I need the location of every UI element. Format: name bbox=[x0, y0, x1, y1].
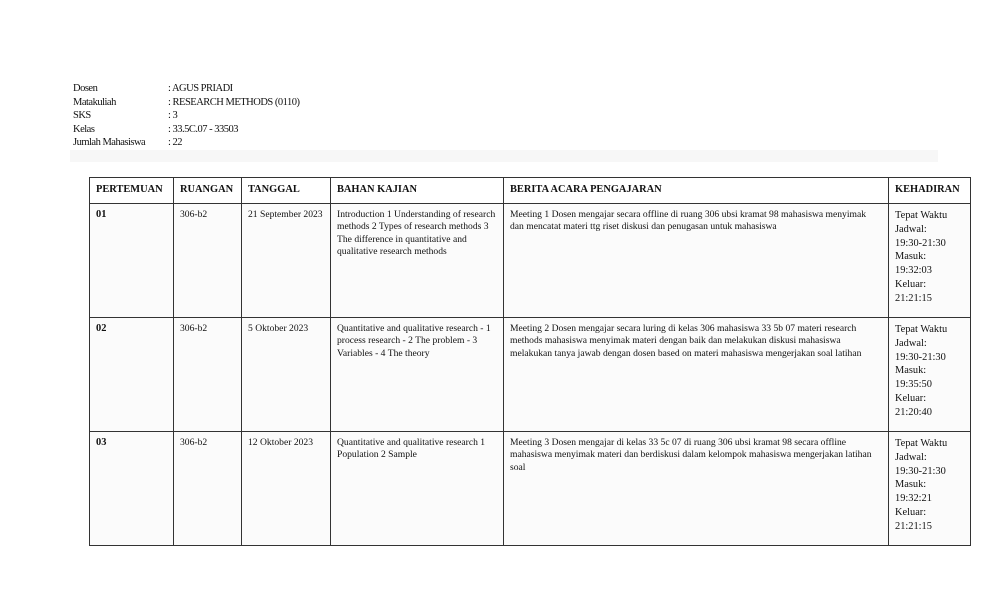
masuk-label: Masuk: bbox=[895, 251, 927, 263]
jadwal-label: Jadwal: bbox=[895, 337, 927, 349]
jadwal-value: 19:30-21:30 bbox=[895, 465, 946, 477]
dosen-value: : AGUS PRIADI bbox=[168, 83, 233, 94]
jadwal-label: Jadwal: bbox=[895, 223, 927, 235]
dosen-label: Dosen bbox=[73, 83, 98, 94]
masuk-label: Masuk: bbox=[895, 365, 927, 377]
column-header-ruangan: RUANGAN bbox=[174, 178, 242, 204]
header-divider-band bbox=[70, 150, 938, 162]
sks-label: SKS bbox=[73, 110, 91, 122]
kehadiran-cell bbox=[889, 318, 971, 432]
column-header-tanggal: TANGGAL bbox=[242, 178, 331, 204]
sks-value: : 3 bbox=[168, 110, 178, 122]
tanggal-cell: 21 September 2023 bbox=[242, 204, 331, 318]
jumlah-mahasiswa-label: Jumlah Mahasiswa bbox=[73, 137, 146, 149]
keluar-label: Keluar: bbox=[895, 392, 927, 404]
matakuliah-row bbox=[73, 96, 300, 110]
keluar-value: 21:21:15 bbox=[895, 520, 932, 532]
jumlah-mahasiswa-value: : 22 bbox=[168, 137, 183, 149]
tanggal-cell: 5 Oktober 2023 bbox=[242, 318, 331, 432]
course-info-header bbox=[73, 82, 300, 150]
sks-row bbox=[73, 109, 300, 123]
table-row bbox=[90, 204, 971, 318]
jadwal-label: Jadwal: bbox=[895, 451, 927, 463]
kelas-row bbox=[73, 123, 300, 137]
berita-acara-table bbox=[89, 177, 971, 546]
masuk-value: 19:32:03 bbox=[895, 265, 932, 277]
masuk-value: 19:32:21 bbox=[895, 493, 932, 505]
kehadiran-status: Tepat Waktu bbox=[895, 210, 948, 221]
column-header-berita-acara: BERITA ACARA PENGAJARAN bbox=[504, 178, 889, 204]
table-row bbox=[90, 318, 971, 432]
dosen-row bbox=[73, 82, 300, 96]
masuk-value: 19:35:50 bbox=[895, 379, 932, 391]
tanggal-cell: 12 Oktober 2023 bbox=[242, 432, 331, 546]
kehadiran-cell bbox=[889, 432, 971, 546]
keluar-label: Keluar: bbox=[895, 278, 927, 290]
kehadiran-cell bbox=[889, 204, 971, 318]
kelas-value: : 33.5C.07 - 33503 bbox=[168, 123, 239, 135]
masuk-label: Masuk: bbox=[895, 479, 927, 491]
berita-acara-cell: Meeting 2 Dosen mengajar secara luring di kelas 306 mahasiswa 33 5b 07 materi research methods mahasiswa menyimak materi dengan baik dan melakukan diskusi mahasiswa melakukan tanya jawab dengan dosen based on materi mahasiswa mengerjakan soal latihan bbox=[504, 318, 889, 432]
table-header-row bbox=[90, 178, 971, 204]
matakuliah-label: Matakuliah bbox=[73, 96, 116, 108]
pertemuan-cell: 03 bbox=[90, 432, 174, 546]
pertemuan-cell: 01 bbox=[90, 204, 174, 318]
jadwal-value: 19:30-21:30 bbox=[895, 237, 946, 249]
berita-acara-cell: Meeting 3 Dosen mengajar di kelas 33 5c 07 di ruang 306 ubsi kramat 98 secara offline mahasiswa menyimak materi dan berdiskusi dalam kelompok mahasiswa mengerjakan latihan soal bbox=[504, 432, 889, 546]
ruangan-cell: 306-b2 bbox=[174, 318, 242, 432]
keluar-value: 21:20:40 bbox=[895, 406, 932, 418]
kehadiran-status: Tepat Waktu bbox=[895, 438, 948, 449]
column-header-kehadiran: KEHADIRAN bbox=[889, 178, 971, 204]
kelas-label: Kelas bbox=[73, 123, 95, 135]
bahan-kajian-cell: Quantitative and qualitative research - 1 process research - 2 The problem - 3 Variables - 4 The theory bbox=[331, 318, 504, 432]
table-row bbox=[90, 432, 971, 546]
column-header-bahan-kajian: BAHAN KAJIAN bbox=[331, 178, 504, 204]
keluar-value: 21:21:15 bbox=[895, 292, 932, 304]
jadwal-value: 19:30-21:30 bbox=[895, 351, 946, 363]
jumlah-mahasiswa-row bbox=[73, 136, 300, 150]
ruangan-cell: 306-b2 bbox=[174, 432, 242, 546]
matakuliah-value: : RESEARCH METHODS (0110) bbox=[168, 96, 300, 108]
column-header-pertemuan: PERTEMUAN bbox=[90, 178, 174, 204]
keluar-label: Keluar: bbox=[895, 506, 927, 518]
bahan-kajian-cell: Introduction 1 Understanding of research methods 2 Types of research methods 3 The difference in quantitative and qualitative research methods bbox=[331, 204, 504, 318]
berita-acara-cell: Meeting 1 Dosen mengajar secara offline di ruang 306 ubsi kramat 98 mahasiswa menyimak dan mencatat materi ttg riset diskusi dan penugasan untuk mahasiswa bbox=[504, 204, 889, 318]
bahan-kajian-cell: Quantitative and qualitative research 1 Population 2 Sample bbox=[331, 432, 504, 546]
ruangan-cell: 306-b2 bbox=[174, 204, 242, 318]
kehadiran-status: Tepat Waktu bbox=[895, 324, 948, 335]
pertemuan-cell: 02 bbox=[90, 318, 174, 432]
